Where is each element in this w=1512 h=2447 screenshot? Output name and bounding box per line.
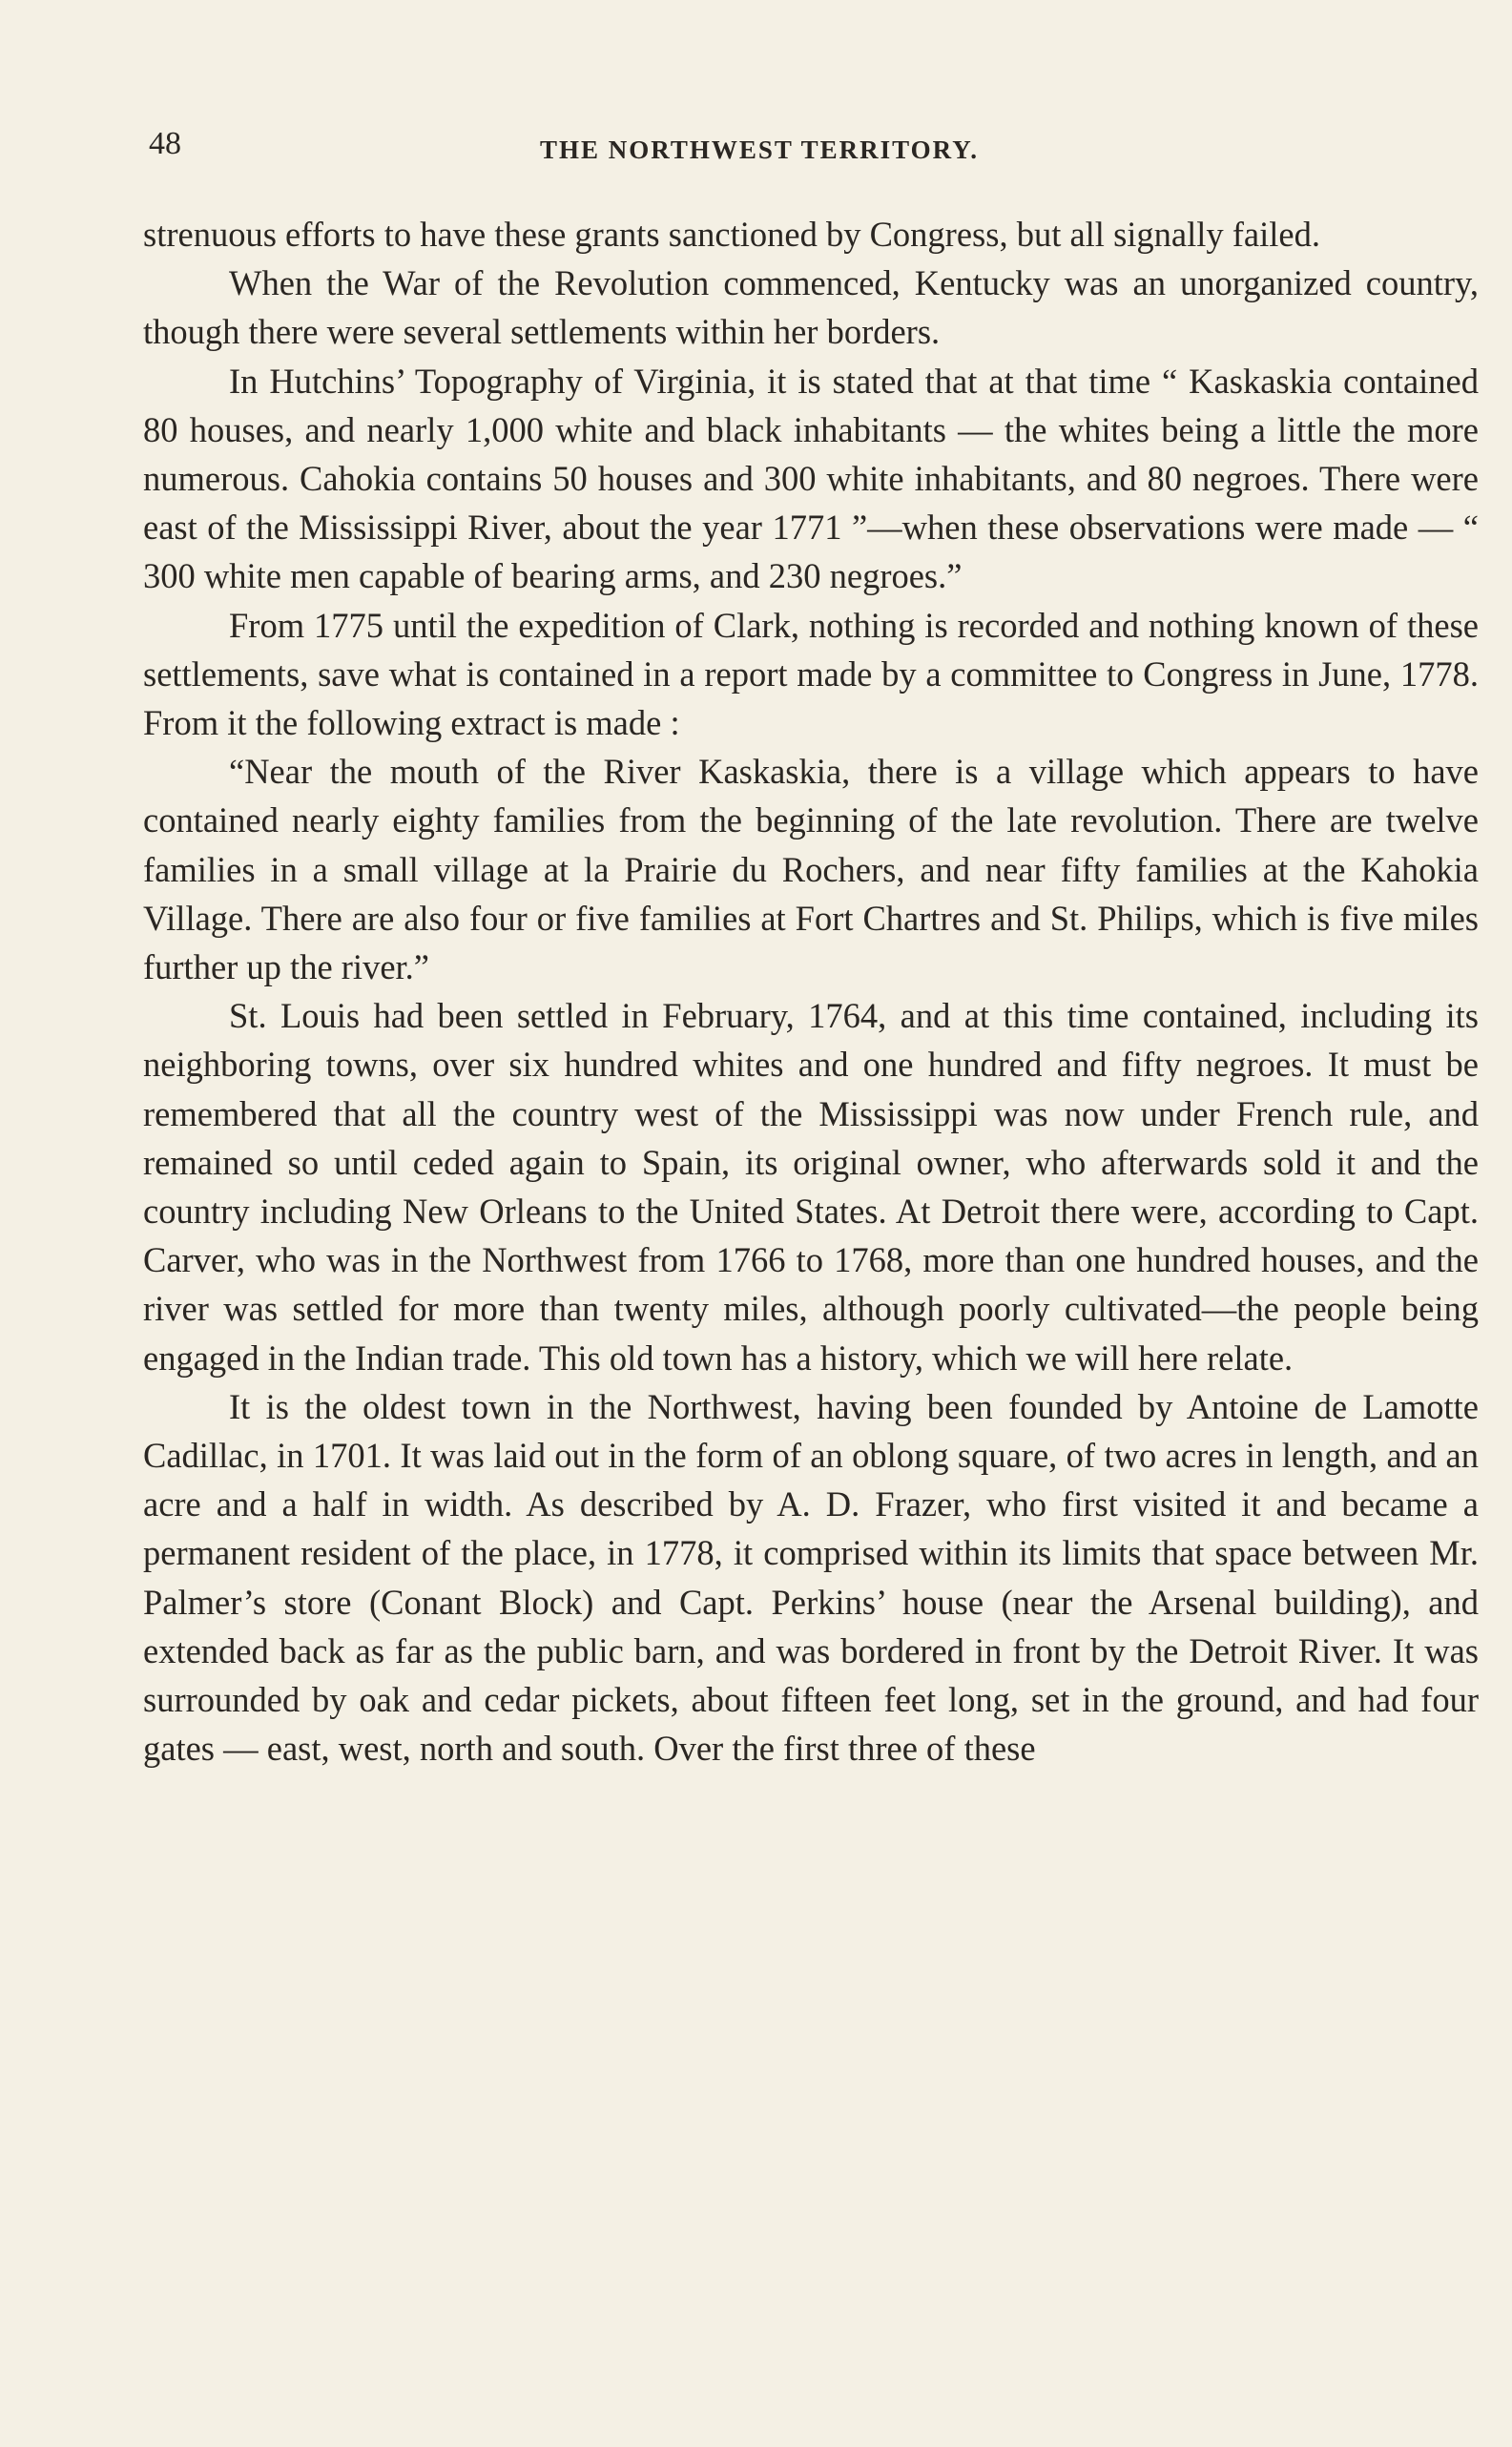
body-text [143,210,1479,1773]
quoted-paragraph: “Near the mouth of the River Kaskaskia, there is a village which appears to have contained nearly eighty families from the beginning of the late revolution. There are twelve families in a small village at la Prairie du Rochers, and near fifty families at the Kahokia Village. There are also four or five families at Fort Chartres and St. Philips, which is five miles further up the river.” [143,752,1479,987]
paragraph: St. Louis had been settled in February, 1764, and at this time contained, including its neighboring towns, over six hundred whites and one hundred and fifty negroes. It must be remembered that all the country west of the Mississippi was now under French rule, and remained so until ceded again to Spain, its original owner, who afterwards sold it and the country including New Orleans to the United States. At Detroit there were, according to Capt. Carver, who was in the Northwest from 1766 to 1768, more than one hundred houses, and the river was settled for more than twenty miles, although poorly cultivated—the people being engaged in the Indian trade. This old town has a history, which we will here relate. [143,996,1479,1378]
page-number: 48 [149,126,181,161]
running-title: THE NORTHWEST TERRITORY. [540,135,980,164]
page-header [141,122,1472,170]
paragraph: When the War of the Revolution commenced, Kentucky was an unorganized country, though there were several settlements within her borders. [143,263,1479,352]
paragraph: It is the oldest town in the Northwest, having been founded by Antoine de Lamotte Cadillac, in 1701. It was laid out in the form of an oblong square, of two acres in length, and an acre and a half in width. As described by A. D. Frazer, who first visited it and became a permanent resident of the place, in 1778, it comprised within its limits that space between Mr. Palmer’s store (Conant Block) and Capt. Perkins’ house (near the Arsenal building), and extended back as far as the public barn, and was bordered in front by the Detroit River. It was surrounded by oak and cedar pickets, about fifteen feet long, set in the ground, and had four gates — east, west, north and south. Over the first three of these [143,1386,1479,1769]
paragraph-continued: strenuous efforts to have these grants sanctioned by Congress, but all signally failed. [143,215,1320,254]
paragraph: In Hutchins’ Topography of Virginia, it is stated that at that time “ Kaskaskia contained 80 houses, and nearly 1,000 white and black inhabitants — the whites being a little the more numerous. Cahokia contains 50 houses and 300 white inhabitants, and 80 negroes. There were east of the Mississippi River, about the year 1771 ”—when these observations were made — “ 300 white men capable of bearing arms, and 230 negroes.” [143,361,1479,596]
paragraph: From 1775 until the expedition of Clark, nothing is recorded and nothing known of these settlements, save what is contained in a report made by a committee to Congress in June, 1778. From it the following extract is made : [143,605,1479,743]
